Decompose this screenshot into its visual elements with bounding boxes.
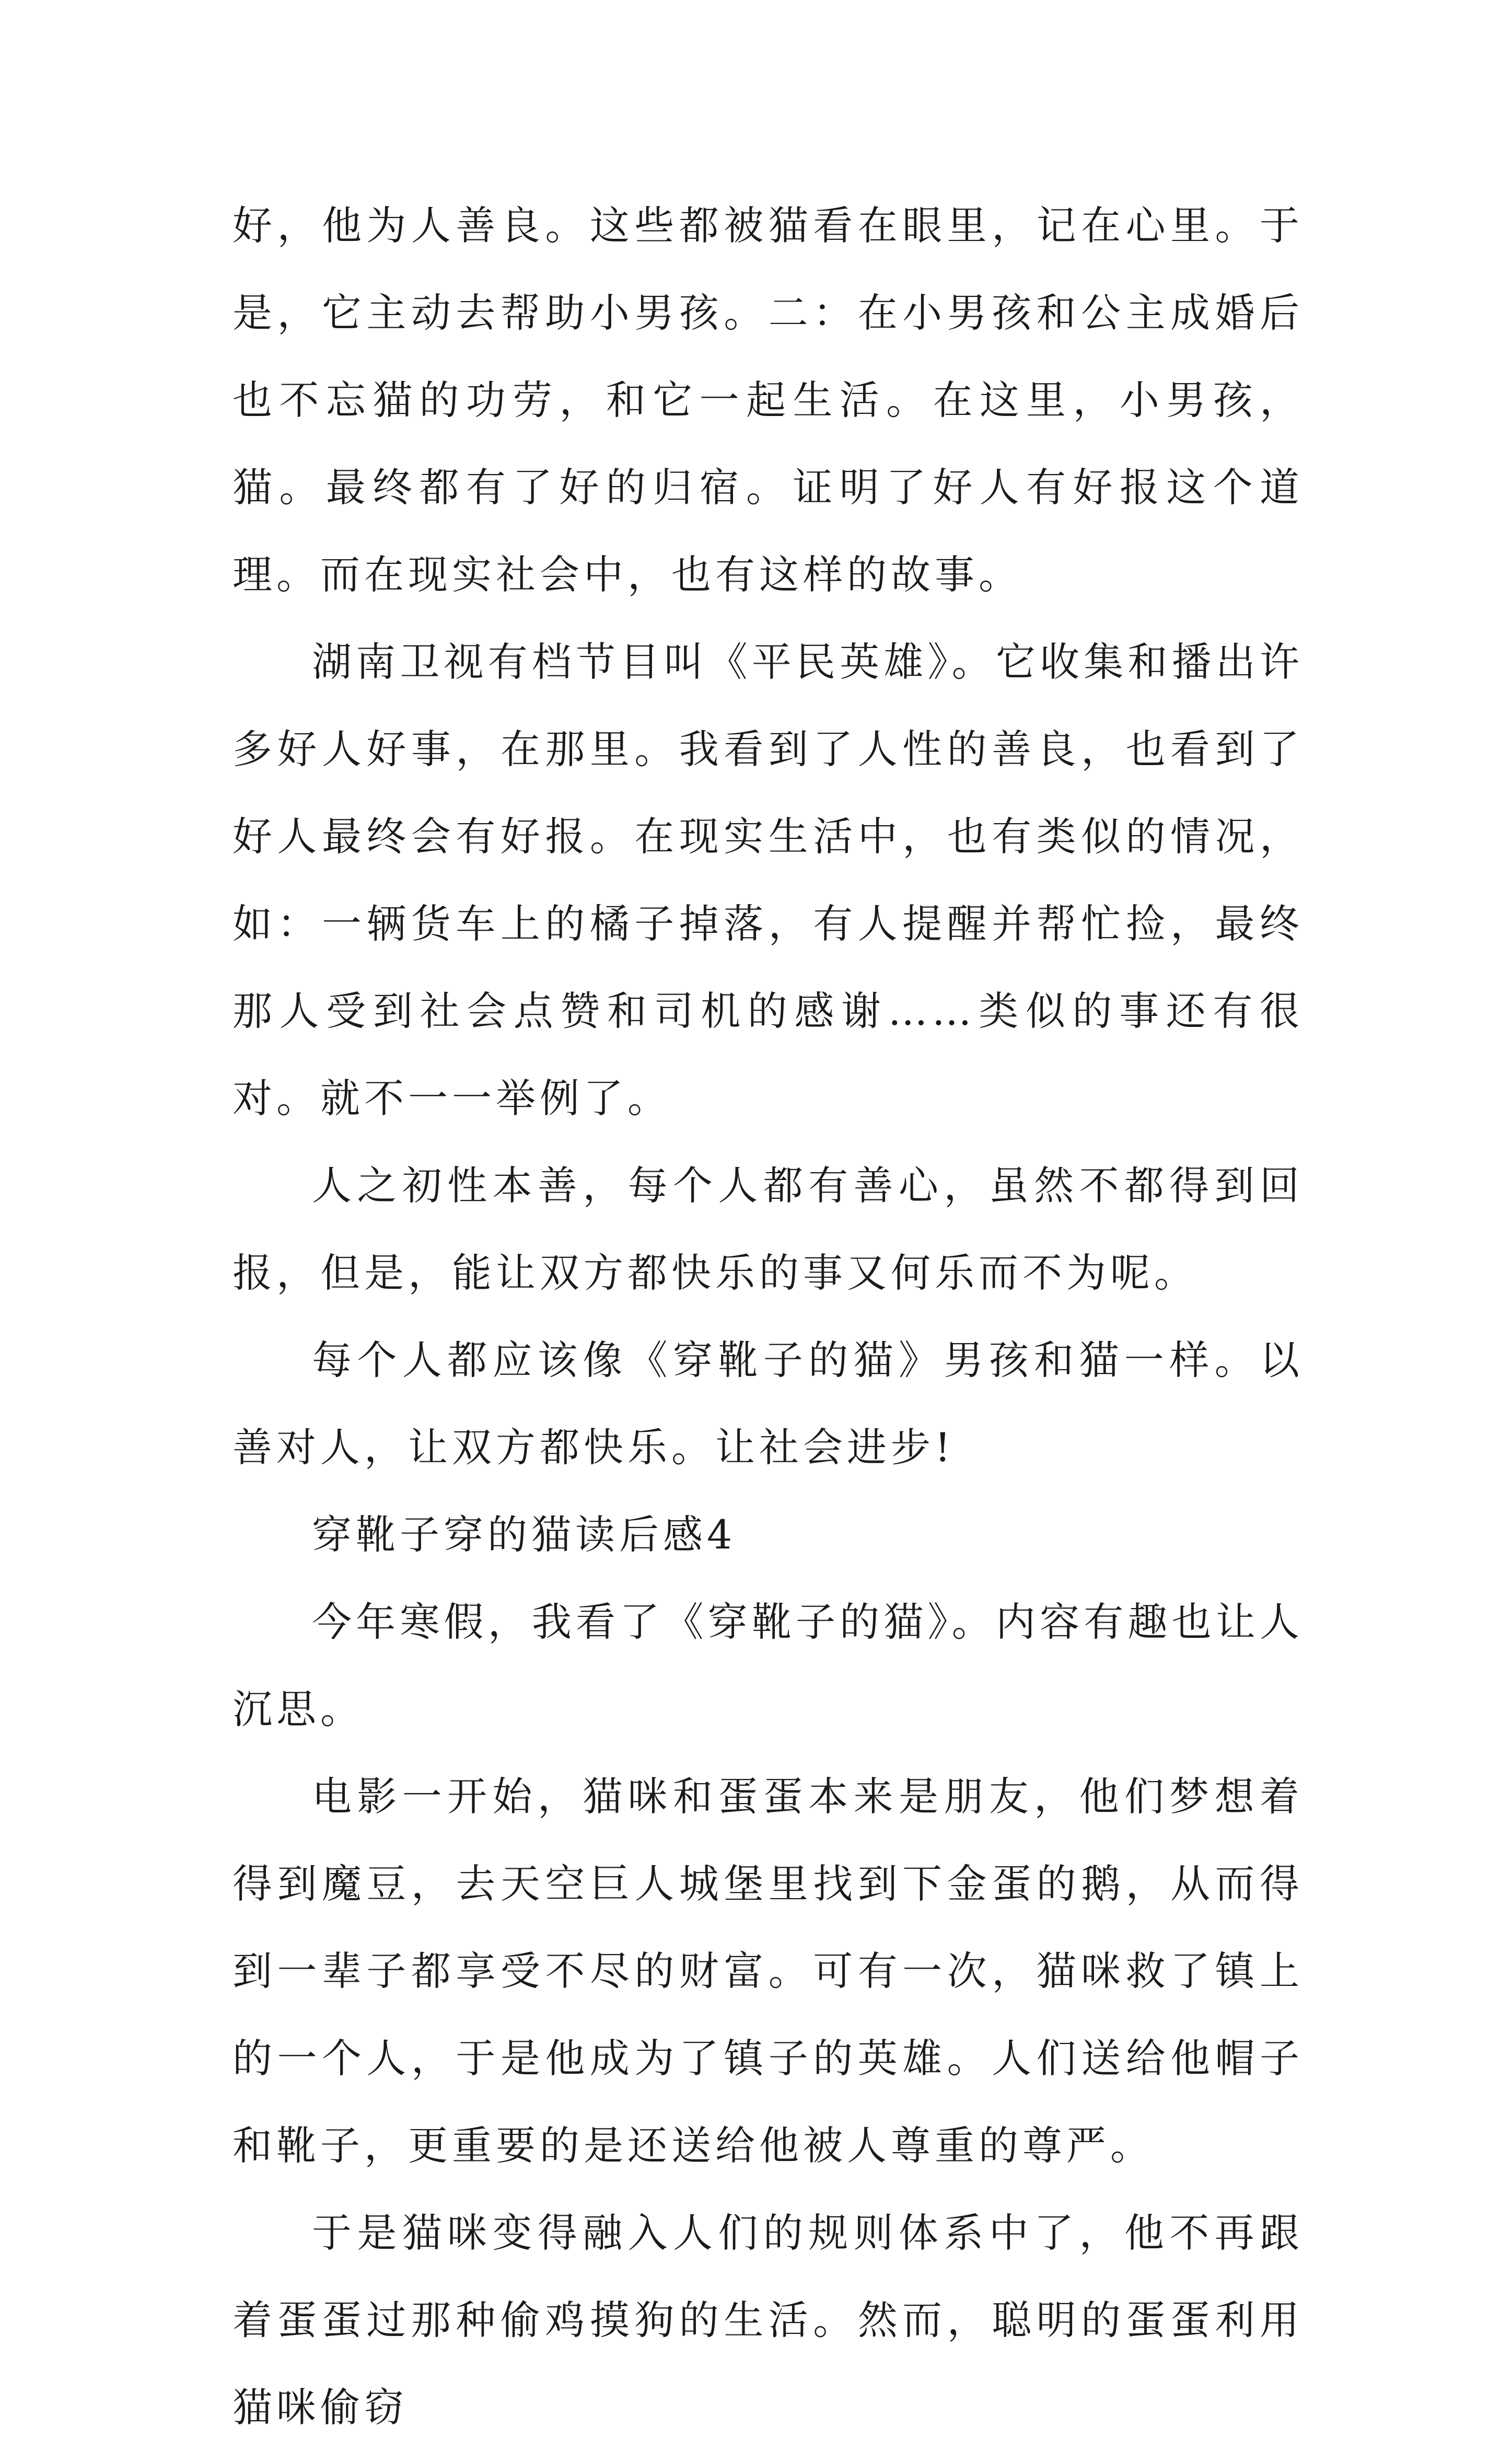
paragraph-everyone-should: 每个人都应该像《穿靴子的猫》男孩和猫一样。以善对人，让双方都快乐。让社会进步! [232, 1337, 1304, 1471]
document-body [232, 182, 1304, 2451]
paragraph-hunan-tv: 湖南卫视有档节目叫《平民英雄》。它收集和播出许多好人好事，在那里。我看到了人性的善良，也看到了好人最终会有好报。在现实生活中，也有类似的情况，如：一辆货车上的橘子掉落，有人提醒并帮忙捡，最终那人受到社会点赞和司机的感谢……类似的事还有很对。就不一一举例了。 [232, 639, 1304, 1122]
paragraph-continued: 好，他为人善良。这些都被猫看在眼里，记在心里。于是，它主动去帮助小男孩。二：在小男孩和公主成婚后也不忘猫的功劳，和它一起生活。在这里，小男孩，猫。最终都有了好的归宿。证明了好人有好报这个道理。而在现实社会中，也有这样的故事。 [232, 202, 1304, 598]
paragraph-movie-start: 电影一开始，猫咪和蛋蛋本来是朋友，他们梦想着得到魔豆，去天空巨人城堡里找到下金蛋的鹅，从而得到一辈子都享受不尽的财富。可有一次，猫咪救了镇上的一个人，于是他成为了镇子的英雄。人们送给他帽子和靴子，更重要的是还送给他被人尊重的尊严。 [232, 1773, 1304, 2169]
paragraph-winter-break: 今年寒假，我看了《穿靴子的猫》。内容有趣也让人沉思。 [232, 1599, 1304, 1732]
section-heading: 穿靴子穿的猫读后感4 [312, 1511, 737, 1558]
paragraph-cat-integrates: 于是猫咪变得融入人们的规则体系中了，他不再跟着蛋蛋过那种偷鸡摸狗的生活。然而，聪明的蛋蛋利用猫咪偷窃 [232, 2210, 1304, 2431]
paragraph-human-nature: 人之初性本善，每个人都有善心，虽然不都得到回报，但是，能让双方都快乐的事又何乐而不为呢。 [232, 1162, 1304, 1296]
